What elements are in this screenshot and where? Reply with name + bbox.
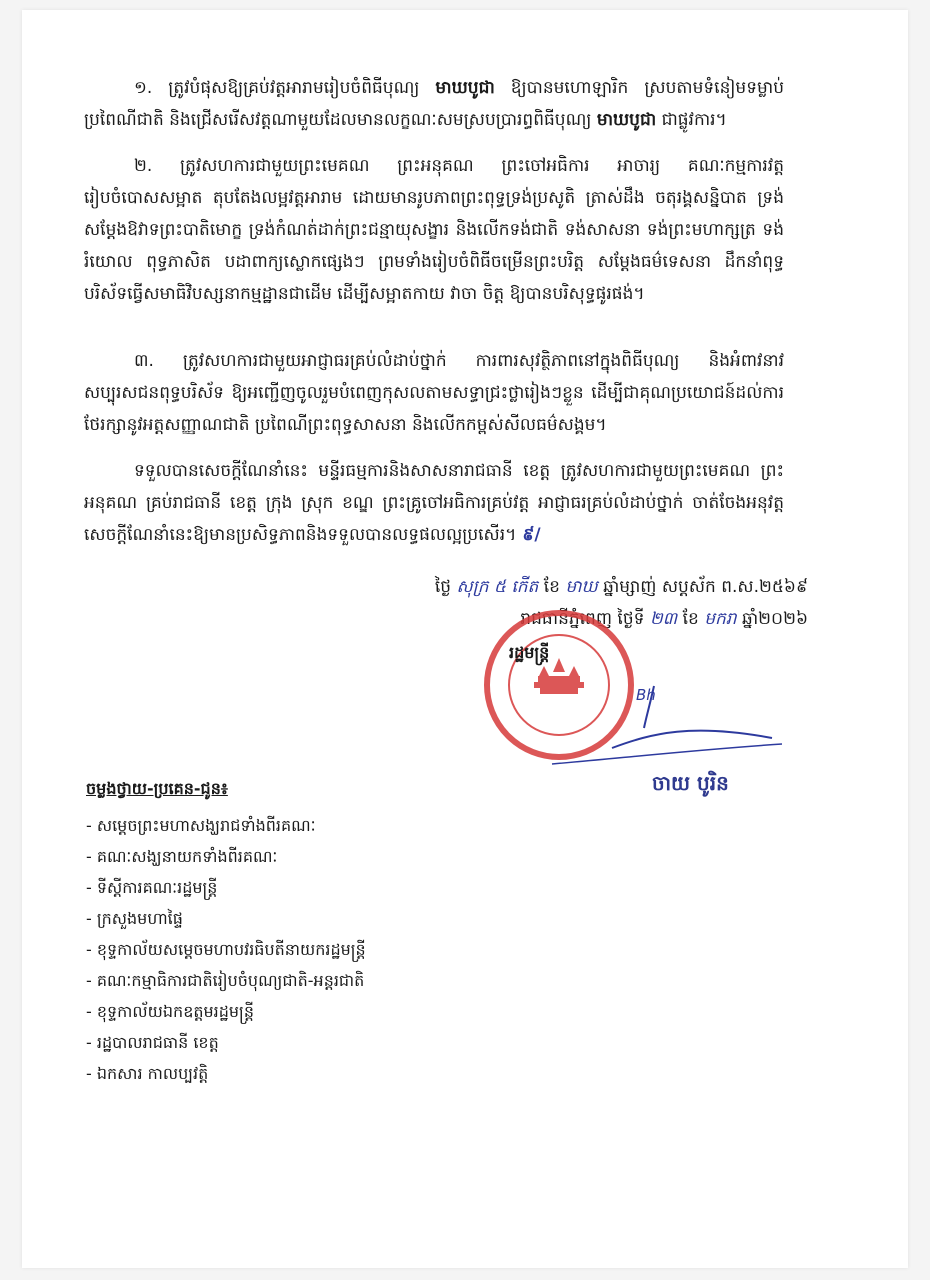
cc-list	[86, 810, 366, 1089]
solar-date-month-label: ខែ	[677, 609, 705, 629]
solar-date-day: ២៣	[649, 609, 678, 629]
cc-item: - ឯកសារ កាលប្បវត្តិ	[86, 1064, 209, 1083]
paragraph-4-text: ទទួលបានសេចក្ដីណែនាំនេះ មន្ទីរធម្មការនិងសាសនារាជធានី ខេត្ត ត្រូវសហការជាមួយព្រះមេគណ ព្រះអនុគណ គ្រប់រាជធានី ខេត្ត ក្រុង ស្រុក ខណ្ឌ ព្រះគ្រូចៅអធិការគ្រប់វត្ត អាជ្ញាធរគ្រប់លំដាប់ថ្នាក់ ចាត់ចែងអនុវត្តសេចក្ដីណែនាំនេះឱ្យមានប្រសិទ្ធភាពនិងទទួលបានលទ្ធផលល្អប្រសើរ។	[84, 461, 784, 545]
cc-item: - សម្ដេចព្រះមហាសង្ឃរាជទាំងពីរគណៈ	[86, 816, 316, 835]
paragraph-1-text-a: ១. ត្រូវបំផុសឱ្យគ្រប់វត្តអារាមរៀបចំពិធីបុណ្យ	[134, 78, 436, 98]
cc-item: - ក្រសួងមហាផ្ទៃ	[86, 909, 183, 928]
signature-initials: Bh	[636, 686, 656, 704]
paragraph-1	[84, 72, 784, 136]
paragraph-4	[84, 455, 784, 551]
handwritten-signature	[542, 678, 802, 768]
lunar-date-prefix: ថ្ងៃ	[434, 577, 457, 597]
cc-item: - គណៈកម្មាធិការជាតិរៀបចំបុណ្យជាតិ-អន្តរជាតិ	[86, 971, 365, 990]
lunar-date-year: ឆ្នាំម្សាញ់ សប្តស័ក ព.ស.២៥៦៩	[597, 577, 808, 597]
lunar-date-line	[435, 576, 808, 601]
paragraph-2: ២. ត្រូវសហការជាមួយព្រះមេគណ ព្រះអនុគណ ព្រះចៅអធិការ អាចារ្យ គណៈកម្មការវត្ត រៀបចំបោសសម្អាត តុបតែងលម្អវត្តអារាម ដោយមានរូបភាពព្រះពុទ្ធទ្រង់ប្រសូតិ ត្រាស់ដឹង ចតុរង្គសន្និបាត ទ្រង់សម្ដែងឱវាទព្រះបាតិមោក្ខ ទ្រង់កំណត់ដាក់ព្រះជន្មាយុសង្ខារ និងលើកទង់ជាតិ ទង់សាសនា ទង់ព្រះមហាក្សត្រ ទង់រំយោល ពុទ្ធភាសិត បដាពាក្យស្លោកផ្សេងៗ ព្រមទាំងរៀបចំពិធីចម្រើនព្រះបរិត្ត សម្ដែងធម៌ទេសនា ដឹកនាំពុទ្ធបរិស័ទធ្វើសមាធិវិបស្សនាកម្មដ្ឋានជាដើម ដើម្បីសម្អាតកាយ វាចា ចិត្ត ឱ្យបានបរិសុទ្ធផូរផង់។	[84, 156, 784, 304]
cc-item: - ខុទ្ទកាល័យសម្ដេចមហាបវរធិបតីនាយករដ្ឋមន្ត្រី	[86, 940, 366, 959]
paragraph-1-text-c: ជាផ្លូវការ។	[656, 110, 727, 130]
minister-title: រដ្ឋមន្ត្រី	[509, 643, 550, 662]
cc-item: - គណៈសង្ឃនាយកទាំងពីរគណៈ	[86, 847, 278, 866]
paragraph-1-text-b: ឱ្យបានមហោឡារិក ស្របតាមទំនៀមទម្លាប់ប្រពៃណីជាតិ និងជ្រើសរើសវត្តណាមួយដែលមានលក្ខណៈសមស្របប្រារព្ធពិធីបុណ្យ	[84, 78, 784, 130]
handwritten-mark: ៩/	[522, 525, 541, 545]
signer-name: ចាយ បូរិន	[652, 771, 729, 795]
cc-item: - រដ្ឋបាលរាជធានី ខេត្ត	[86, 1033, 219, 1052]
solar-date-month: មករា	[704, 609, 737, 629]
lunar-date-month-label: ខែ	[538, 577, 566, 597]
meak-bochea-bold-2: មាឃបូជា	[596, 110, 657, 130]
lunar-date-month: មាឃ	[565, 577, 598, 597]
cc-item: - ខុទ្ទកាល័យឯកឧត្តមរដ្ឋមន្ត្រី	[86, 1002, 254, 1021]
document-page	[22, 10, 908, 1268]
meak-bochea-bold-1: មាឃបូជា	[435, 78, 495, 98]
cc-title: ចម្លងថ្វាយ-ប្រគេន-ជូន៖	[86, 779, 228, 798]
paragraph-3: ៣. ត្រូវសហការជាមួយអាជ្ញាធរគ្រប់លំដាប់ថ្នាក់ ការពារសុវត្ថិភាពនៅក្នុងពិធីបុណ្យ និងអំពាវនាវសប្បុរសជនពុទ្ធបរិស័ទ ឱ្យអញ្ជើញចូលរួមបំពេញកុសលតាមសទ្ធាជ្រះថ្លារៀងៗខ្លួន ដើម្បីជាគុណប្រយោជន៍ដល់ការថែរក្សានូវអត្តសញ្ញាណជាតិ ប្រពៃណីព្រះពុទ្ធសាសនា និងលើកកម្ពស់សីលធម៌សង្គម។	[84, 351, 784, 435]
solar-date-year: ឆ្នាំ២០២៦	[736, 609, 808, 629]
solar-date-prefix: រាជធានីភ្នំពេញ ថ្ងៃទី	[520, 609, 650, 629]
cc-item: - ទីស្ដីការគណៈរដ្ឋមន្ត្រី	[86, 878, 218, 897]
lunar-date-day: សុក្រ ៥ កើត	[456, 577, 539, 597]
